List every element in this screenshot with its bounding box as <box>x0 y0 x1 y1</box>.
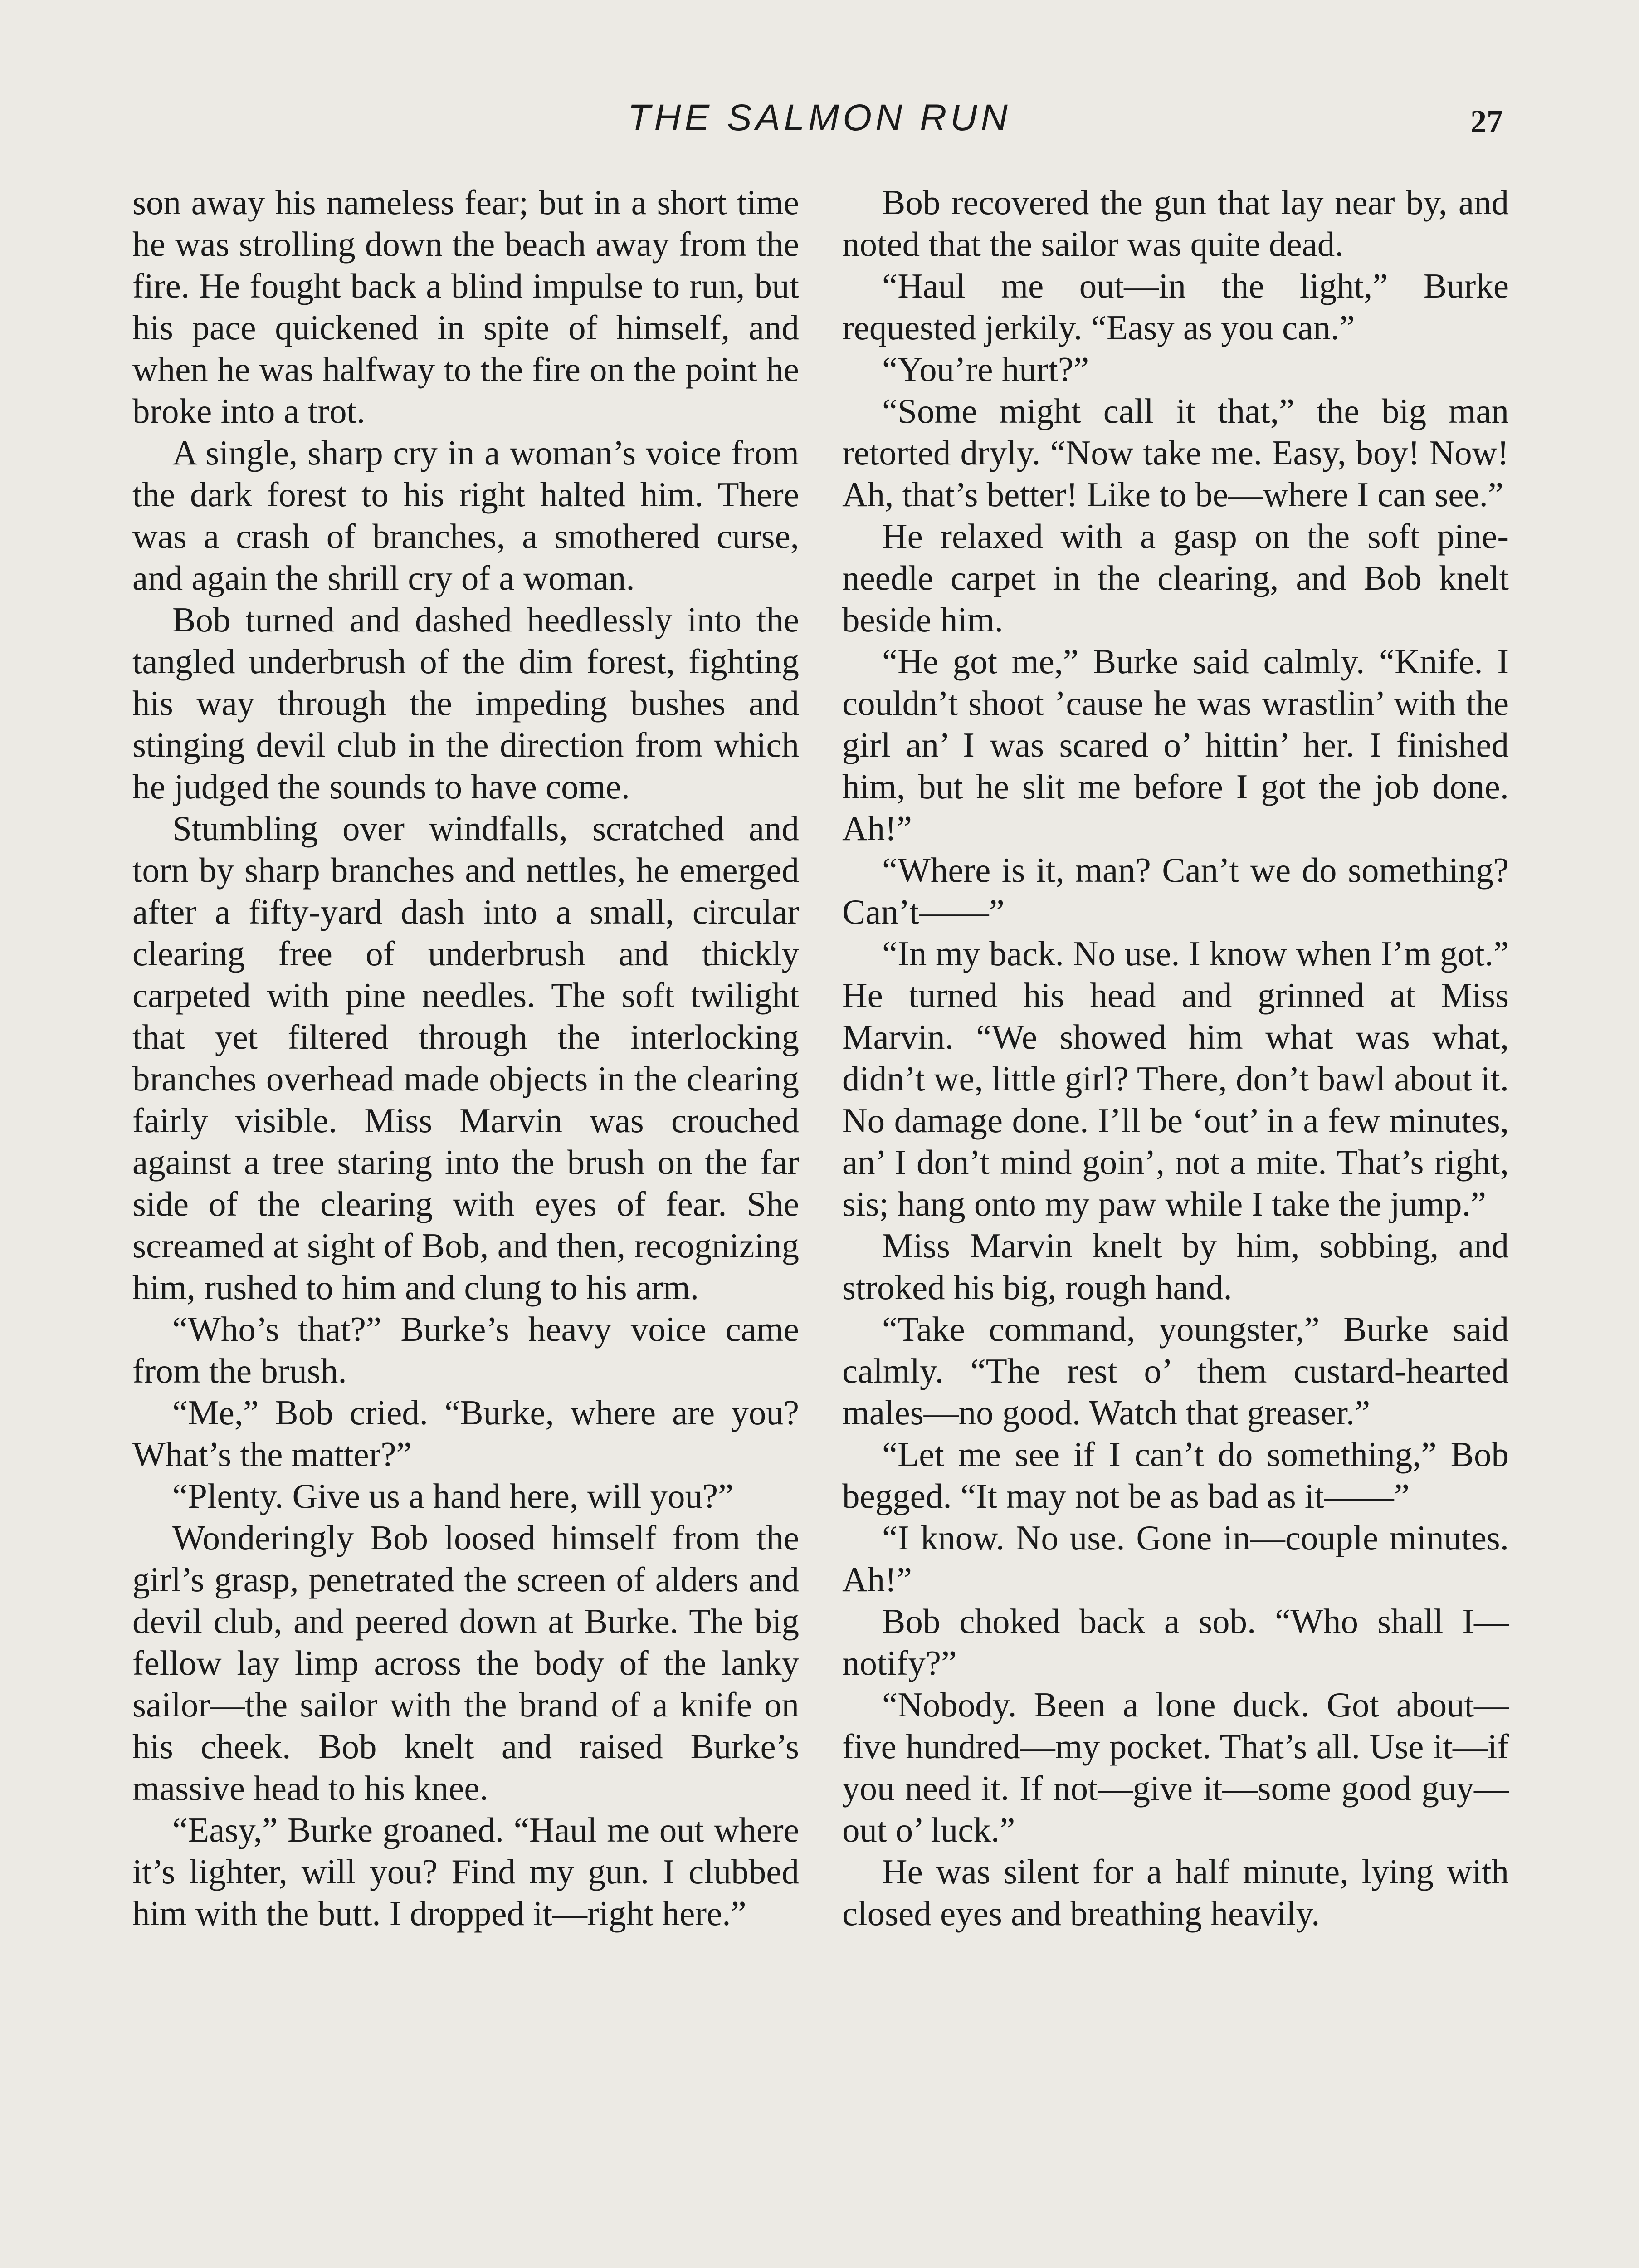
paragraph: Bob turned and dashed heedlessly into the tangled underbrush of the dim forest, fighting his way through the impeding bushes and stinging devil club in the direction from which he judged the sounds to have come. <box>132 600 799 806</box>
paragraph: “I know. No use. Gone in—couple minutes. Ah!” <box>842 1518 1509 1599</box>
paragraph: Wonderingly Bob loosed himself from the girl’s grasp, penetrated the screen of alders and devil club, and peered down at Burke. The big fellow lay limp across the body of the lanky sailor—the sailor with the brand of a knife on his cheek. Bob knelt and raised Burke’s massive head to his knee. <box>132 1518 799 1808</box>
page-number: 27 <box>1470 103 1503 140</box>
left-column <box>132 181 799 1934</box>
paragraph: “Easy,” Burke groaned. “Haul me out where it’s lighter, will you? Find my gun. I clubbed him with the butt. I dropped it—right here.” <box>132 1810 799 1933</box>
paragraph: “Take command, youngster,” Burke said calmly. “The rest o’ them custard-hearted males—no good. Watch that greaser.” <box>842 1310 1509 1432</box>
paragraph: Stumbling over windfalls, scratched and torn by sharp branches and nettles, he emerged after a fifty-yard dash into a small, circular clearing free of underbrush and thickly carpeted with pine needles. The soft twilight that yet filtered through the interlocking branches overhead made objects in the clearing fairly visible. Miss Marvin was crouched against a tree staring into the brush on the far side of the clearing with eyes of fear. She screamed at sight of Bob, and then, recognizing him, rushed to him and clung to his arm. <box>132 809 799 1307</box>
paragraph: A single, sharp cry in a woman’s voice from the dark forest to his right halted him. There was a crash of branches, a smothered curse, and again the shrill cry of a woman. <box>132 433 799 597</box>
paragraph: Miss Marvin knelt by him, sobbing, and stroked his big, rough hand. <box>842 1226 1509 1307</box>
paragraph: “Who’s that?” Burke’s heavy voice came from the brush. <box>132 1310 799 1390</box>
page-header <box>0 93 1639 147</box>
paragraph: “You’re hurt?” <box>882 350 1089 389</box>
paragraph: “Where is it, man? Can’t we do something? Can’t——” <box>842 850 1509 931</box>
paragraph: “Me,” Bob cried. “Burke, where are you? What’s the matter?” <box>132 1393 799 1474</box>
paragraph: “Plenty. Give us a hand here, will you?” <box>172 1476 734 1515</box>
paragraph: “He got me,” Burke said calmly. “Knife. I couldn’t shoot ’cause he was wrastlin’ with the girl an’ I was scared o’ hittin’ her. I finished him, but he slit me before I got the job done. Ah!” <box>842 642 1509 848</box>
paragraph: “Nobody. Been a lone duck. Got about—five hundred—my pocket. That’s all. Use it—if you need it. If not—give it—some good guy—out o’ luck.” <box>842 1685 1509 1849</box>
paragraph: He was silent for a half minute, lying with closed eyes and breathing heavily. <box>842 1852 1509 1933</box>
paragraph: “Haul me out—in the light,” Burke requested jerkily. “Easy as you can.” <box>842 266 1509 347</box>
paragraph: “In my back. No use. I know when I’m got.” He turned his head and grinned at Miss Marvin. “We showed him what was what, didn’t we, little girl? There, don’t bawl about it. No damage done. I’ll be ‘out’ in a few minutes, an’ I don’t mind goin’, not a mite. That’s right, sis; hang onto my paw while I take the jump.” <box>842 934 1509 1223</box>
right-column <box>842 181 1509 1934</box>
paragraph: “Some might call it that,” the big man retorted dryly. “Now take me. Easy, boy! Now! Ah, that’s better! Like to be—where I can see.” <box>842 391 1509 514</box>
running-title: THE SALMON RUN <box>628 97 1011 138</box>
paragraph: son away his nameless fear; but in a short time he was strolling down the beach away from the fire. He fought back a blind impulse to run, but his pace quickened in spite of himself, and when he was halfway to the fire on the point he broke into a trot. <box>132 183 799 430</box>
paragraph: He relaxed with a gasp on the soft pine-needle carpet in the clearing, and Bob knelt beside him. <box>842 517 1509 639</box>
paragraph: “Let me see if I can’t do something,” Bob begged. “It may not be as bad as it——” <box>842 1435 1509 1515</box>
paragraph: Bob choked back a sob. “Who shall I—notify?” <box>842 1602 1509 1682</box>
paragraph: Bob recovered the gun that lay near by, and noted that the sailor was quite dead. <box>842 183 1509 264</box>
